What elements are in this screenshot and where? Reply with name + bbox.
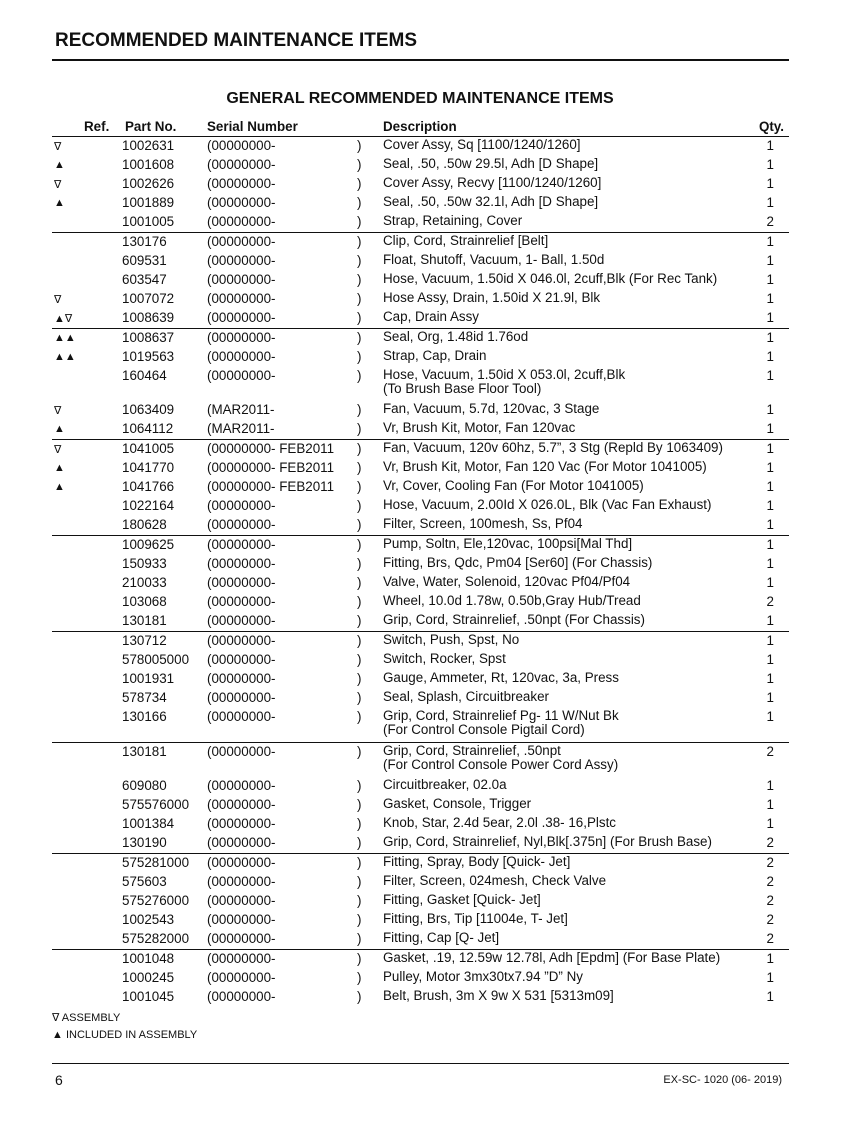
table-row [52,892,789,911]
description: Fan, Vacuum, 5.7d, 120vac, 3 Stage [383,401,600,416]
ref-symbol: ▲ [54,159,65,171]
serial-close-paren: ) [357,556,362,571]
quantity: 1 [766,498,774,513]
quantity: 1 [766,690,774,705]
serial-close-paren: ) [357,310,362,325]
table-row [52,367,789,401]
serial-close-paren: ) [357,479,362,494]
part-number: 609531 [122,253,167,268]
row-group [52,854,789,950]
part-number: 1008639 [122,310,175,325]
serial-number: (00000000- [207,797,276,812]
description: Gasket, .19, 12.59w 12.78l, Adh [Epdm] (For Base Plate) [383,950,721,965]
parts-table [52,118,789,1007]
serial-close-paren: ) [357,690,362,705]
ref-symbol: ∇ [54,444,62,456]
part-number: 575276000 [122,893,190,908]
serial-close-paren: ) [357,441,362,456]
serial-number: (00000000- [207,176,276,191]
serial-number: (00000000- [207,671,276,686]
quantity: 1 [766,797,774,812]
quantity: 1 [766,709,774,724]
serial-close-paren: ) [357,291,362,306]
serial-number: (00000000- [207,874,276,889]
serial-number: (00000000- [207,989,276,1004]
quantity: 1 [766,460,774,475]
row-group [52,137,789,233]
serial-number: (00000000- [207,537,276,552]
serial-close-paren: ) [357,613,362,628]
header-serial-number: Serial Number [207,119,298,134]
ref-symbol: ∇ [54,179,62,191]
table-row [52,420,789,439]
table-row [52,401,789,420]
description: Grip, Cord, Strainrelief, .50npt (For Chassis) [383,612,645,627]
ref-symbol: ▲ [54,197,65,209]
description: Hose Assy, Drain, 1.50id X 21.9l, Blk [383,290,601,305]
part-number: 575281000 [122,855,190,870]
table-row [52,930,789,949]
serial-close-paren: ) [357,138,362,153]
part-number: 1064112 [122,421,174,436]
table-row [52,796,789,815]
description: Cover Assy, Recvy [1100/1240/1260] [383,175,602,190]
table-row [52,854,789,873]
page-title: RECOMMENDED MAINTENANCE ITEMS [55,30,418,51]
header-description: Description [383,119,457,134]
serial-close-paren: ) [357,272,362,287]
quantity: 1 [766,291,774,306]
serial-close-paren: ) [357,951,362,966]
part-number: 130181 [122,613,167,628]
serial-close-paren: ) [357,970,362,985]
serial-number: (00000000- [207,368,276,383]
part-number: 130190 [122,835,167,850]
description: Pulley, Motor 3mx30tx7.94 ”D” Ny [383,969,583,984]
serial-number: (00000000- [207,310,276,325]
row-group [52,743,789,854]
description: Filter, Screen, 100mesh, Ss, Pf04 [383,516,583,531]
quantity: 1 [766,778,774,793]
description: Grip, Cord, Strainrelief, Nyl,Blk[.375n] (For Brush Base) [383,834,712,849]
part-number: 180628 [122,517,167,532]
title-rule [52,59,789,61]
serial-number: (00000000- [207,835,276,850]
part-number: 1019563 [122,349,175,364]
serial-number: (00000000- [207,253,276,268]
part-number: 578005000 [122,652,190,667]
description: Pump, Soltn, Ele,120vac, 100psi[Mal Thd] [383,536,633,551]
serial-close-paren: ) [357,835,362,850]
description: Fitting, Gasket [Quick- Jet] [383,892,541,907]
serial-close-paren: ) [357,797,362,812]
part-number: 1009625 [122,537,175,552]
part-number: 1001384 [122,816,175,831]
quantity: 1 [766,402,774,417]
description: Hose, Vacuum, 1.50id X 046.0l, 2cuff,Blk (For Rec Tank) [383,271,718,286]
part-number: 103068 [122,594,167,609]
part-number: 1022164 [122,498,175,513]
description: Grip, Cord, Strainrelief Pg- 11 W/Nut Bk [383,708,619,723]
serial-close-paren: ) [357,594,362,609]
serial-close-paren: ) [357,989,362,1004]
row-group [52,329,789,440]
quantity: 1 [766,633,774,648]
header-ref: Ref. [84,119,110,134]
description: Grip, Cord, Strainrelief, .50npt [383,743,561,758]
document-number: EX-SC- 1020 (06- 2019) [663,1074,782,1086]
legend-assembly: ∇ ASSEMBLY [52,1012,121,1024]
part-number: 603547 [122,272,167,287]
row-group [52,632,789,743]
serial-close-paren: ) [357,893,362,908]
description: Float, Shutoff, Vacuum, 1- Ball, 1.50d [383,252,605,267]
description: Filter, Screen, 024mesh, Check Valve [383,873,607,888]
serial-number: (00000000- [207,138,276,153]
quantity: 1 [766,989,774,1004]
serial-number: (00000000- [207,517,276,532]
serial-number: (00000000- [207,157,276,172]
ref-symbol: ▲ [54,462,65,474]
serial-close-paren: ) [357,709,362,724]
quantity: 1 [766,951,774,966]
description-line-2: (For Control Console Pigtail Cord) [383,722,585,737]
description: Vr, Brush Kit, Motor, Fan 120vac [383,420,576,435]
description: Belt, Brush, 3m X 9w X 531 [5313m09] [383,988,614,1003]
serial-close-paren: ) [357,368,362,383]
quantity: 1 [766,671,774,686]
legend-included: ▲ INCLUDED IN ASSEMBLY [52,1029,198,1041]
quantity: 2 [766,874,774,889]
part-number: 609080 [122,778,167,793]
description: Seal, .50, .50w 32.1l, Adh [D Shape] [383,194,599,209]
description: Fitting, Brs, Tip [11004e, T- Jet] [383,911,568,926]
part-number: 1041766 [122,479,175,494]
serial-number: (00000000- [207,744,276,759]
table-row [52,497,789,516]
quantity: 1 [766,575,774,590]
table-row [52,969,789,988]
description: Fitting, Brs, Qdc, Pm04 [Ser60] (For Chassis) [383,555,653,570]
table-row [52,252,789,271]
serial-number: (MAR2011- [207,402,275,417]
quantity: 2 [766,893,774,908]
quantity: 1 [766,556,774,571]
table-body [52,137,789,1007]
part-number: 1002631 [122,138,175,153]
serial-number: (00000000- FEB2011 [207,441,335,456]
quantity: 2 [766,744,774,759]
quantity: 1 [766,272,774,287]
part-number: 1007072 [122,291,175,306]
quantity: 1 [766,349,774,364]
ref-symbol: ▲ [54,481,65,493]
description-line-2: (To Brush Base Floor Tool) [383,381,542,396]
part-number: 1000245 [122,970,175,985]
serial-number: (00000000- [207,709,276,724]
table-row [52,329,789,348]
part-number: 1001005 [122,214,175,229]
part-number: 130181 [122,744,167,759]
serial-close-paren: ) [357,537,362,552]
serial-close-paren: ) [357,652,362,667]
part-number: 1001889 [122,195,175,210]
part-number: 1001048 [122,951,175,966]
table-row [52,175,789,194]
table-row [52,950,789,969]
quantity: 1 [766,517,774,532]
serial-close-paren: ) [357,214,362,229]
table-row [52,743,789,777]
quantity: 1 [766,421,774,436]
ref-symbol: ∇ [54,141,62,153]
table-row [52,612,789,631]
description: Circuitbreaker, 02.0a [383,777,507,792]
serial-number: (00000000- [207,970,276,985]
table-row [52,815,789,834]
part-number: 575576000 [122,797,190,812]
serial-close-paren: ) [357,421,362,436]
part-number: 1041770 [122,460,175,475]
table-row [52,670,789,689]
table-row [52,516,789,535]
quantity: 1 [766,157,774,172]
part-number: 1001931 [122,671,175,686]
part-number: 1001045 [122,989,175,1004]
serial-number: (00000000- [207,214,276,229]
serial-close-paren: ) [357,195,362,210]
table-row [52,348,789,367]
description: Vr, Cover, Cooling Fan (For Motor 1041005) [383,478,644,493]
quantity: 1 [766,652,774,667]
part-number: 1041005 [122,441,175,456]
part-number: 130712 [122,633,167,648]
serial-number: (00000000- [207,594,276,609]
serial-close-paren: ) [357,176,362,191]
table-row [52,536,789,555]
section-title: GENERAL RECOMMENDED MAINTENANCE ITEMS [226,90,614,107]
part-number: 575603 [122,874,167,889]
description: Switch, Push, Spst, No [383,632,520,647]
description: Gauge, Ammeter, Rt, 120vac, 3a, Press [383,670,619,685]
description: Strap, Cap, Drain [383,348,487,363]
table-row [52,233,789,252]
serial-number: (00000000- [207,778,276,793]
serial-close-paren: ) [357,402,362,417]
part-number: 130176 [122,234,167,249]
quantity: 2 [766,835,774,850]
quantity: 2 [766,855,774,870]
table-row [52,213,789,232]
serial-number: (00000000- [207,575,276,590]
serial-close-paren: ) [357,912,362,927]
table-row [52,137,789,156]
serial-close-paren: ) [357,330,362,345]
quantity: 1 [766,479,774,494]
quantity: 2 [766,594,774,609]
row-group [52,536,789,632]
serial-number: (00000000- [207,855,276,870]
description-line-2: (For Control Console Power Cord Assy) [383,757,619,772]
description: Gasket, Console, Trigger [383,796,532,811]
description: Seal, Org, 1.48id 1.76od [383,329,529,344]
ref-symbol: ∇ [54,294,62,306]
description: Valve, Water, Solenoid, 120vac Pf04/Pf04 [383,574,631,589]
table-row [52,777,789,796]
table-row [52,194,789,213]
serial-close-paren: ) [357,498,362,513]
part-number: 160464 [122,368,167,383]
serial-number: (00000000- [207,633,276,648]
quantity: 1 [766,613,774,628]
quantity: 1 [766,368,774,383]
quantity: 1 [766,441,774,456]
quantity: 1 [766,537,774,552]
ref-symbol: ▲∇ [54,313,73,325]
serial-close-paren: ) [357,234,362,249]
serial-close-paren: ) [357,744,362,759]
description: Wheel, 10.0d 1.78w, 0.50b,Gray Hub/Tread [383,593,641,608]
description: Fan, Vacuum, 120v 60hz, 5.7”, 3 Stg (Repld By 1063409) [383,440,723,455]
serial-number: (00000000- [207,291,276,306]
description: Switch, Rocker, Spst [383,651,506,666]
quantity: 1 [766,330,774,345]
quantity: 1 [766,138,774,153]
table-row [52,290,789,309]
part-number: 1008637 [122,330,175,345]
table-row [52,911,789,930]
serial-close-paren: ) [357,874,362,889]
serial-close-paren: ) [357,575,362,590]
serial-number: (00000000- [207,816,276,831]
part-number: 1002626 [122,176,175,191]
page-number: 6 [55,1072,63,1088]
description: Cap, Drain Assy [383,309,480,324]
table-row [52,873,789,892]
description: Cover Assy, Sq [1100/1240/1260] [383,137,581,152]
quantity: 1 [766,176,774,191]
part-number: 1063409 [122,402,175,417]
serial-number: (00000000- [207,951,276,966]
table-row [52,834,789,853]
serial-close-paren: ) [357,633,362,648]
part-number: 150933 [122,556,167,571]
table-row [52,574,789,593]
serial-close-paren: ) [357,460,362,475]
serial-close-paren: ) [357,157,362,172]
description: Hose, Vacuum, 2.00Id X 026.0L, Blk (Vac Fan Exhaust) [383,497,712,512]
quantity: 1 [766,310,774,325]
description: Vr, Brush Kit, Motor, Fan 120 Vac (For Motor 1041005) [383,459,707,474]
table-row [52,988,789,1007]
part-number: 575282000 [122,931,190,946]
quantity: 1 [766,234,774,249]
table-row [52,651,789,670]
description: Fitting, Spray, Body [Quick- Jet] [383,854,571,869]
quantity: 2 [766,931,774,946]
serial-close-paren: ) [357,253,362,268]
table-row [52,478,789,497]
table-row [52,440,789,459]
serial-number: (00000000- [207,652,276,667]
row-group [52,440,789,536]
serial-number: (00000000- FEB2011 [207,479,335,494]
table-row [52,459,789,478]
part-number: 1002543 [122,912,175,927]
serial-number: (00000000- [207,195,276,210]
serial-number: (00000000- [207,912,276,927]
serial-close-paren: ) [357,855,362,870]
serial-number: (00000000- [207,330,276,345]
table-row [52,689,789,708]
description: Strap, Retaining, Cover [383,213,523,228]
quantity: 2 [766,912,774,927]
table-row [52,555,789,574]
serial-close-paren: ) [357,671,362,686]
serial-number: (00000000- [207,498,276,513]
description: Hose, Vacuum, 1.50id X 053.0l, 2cuff,Blk [383,367,626,382]
quantity: 1 [766,970,774,985]
description: Clip, Cord, Strainrelief [Belt] [383,233,549,248]
footer-rule [52,1063,789,1064]
serial-number: (00000000- [207,931,276,946]
table-row [52,708,789,742]
description: Fitting, Cap [Q- Jet] [383,930,500,945]
part-number: 578734 [122,690,167,705]
table-row [52,632,789,651]
table-row [52,309,789,328]
description: Knob, Star, 2.4d 5ear, 2.0l .38- 16,Plstc [383,815,616,830]
part-number: 1001608 [122,157,175,172]
row-group [52,233,789,329]
table-row [52,156,789,175]
part-number: 210033 [122,575,167,590]
serial-number: (00000000- FEB2011 [207,460,335,475]
serial-number: (00000000- [207,893,276,908]
quantity: 1 [766,195,774,210]
serial-close-paren: ) [357,931,362,946]
description: Seal, Splash, Circuitbreaker [383,689,549,704]
serial-close-paren: ) [357,517,362,532]
table-row [52,271,789,290]
table-row [52,593,789,612]
quantity: 1 [766,253,774,268]
quantity: 1 [766,816,774,831]
serial-number: (00000000- [207,272,276,287]
header-qty: Qty. [758,119,784,134]
quantity: 2 [766,214,774,229]
ref-symbol: ▲▲ [54,351,76,363]
header-part-no: Part No. [125,119,177,134]
serial-close-paren: ) [357,778,362,793]
serial-number: (00000000- [207,234,276,249]
serial-number: (00000000- [207,613,276,628]
table-header [52,118,789,137]
description: Seal, .50, .50w 29.5l, Adh [D Shape] [383,156,599,171]
serial-number: (00000000- [207,349,276,364]
serial-close-paren: ) [357,349,362,364]
serial-number: (MAR2011- [207,421,275,436]
ref-symbol: ▲ [54,423,65,435]
ref-symbol: ▲▲ [54,332,76,344]
serial-close-paren: ) [357,816,362,831]
row-group [52,950,789,1007]
serial-number: (00000000- [207,556,276,571]
part-number: 130166 [122,709,167,724]
serial-number: (00000000- [207,690,276,705]
ref-symbol: ∇ [54,405,62,417]
